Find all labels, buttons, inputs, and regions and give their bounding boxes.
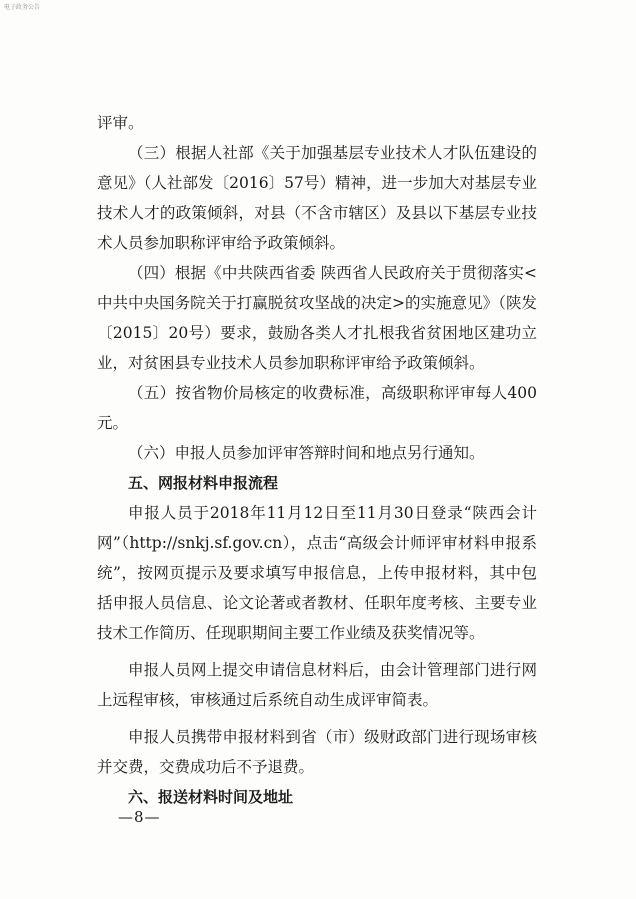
paragraph-continuation: 评审。: [97, 114, 144, 132]
paragraph-online-submission: 申报人员于2018年11月12日至11月30日登录“陕西会计网”（http://snkj.sf.gov.cn），点击“高级会计师评审材料申报系统”，按网页提示及要求填写申报信息，上传申报材料，其中包括申报人员信息、论文论著或者教材、任职年度考核、主要专业技术工作简历、任现职期间主要工作业绩及获奖情况等。: [97, 504, 537, 642]
paragraph-item-3: （三）根据人社部《关于加强基层专业技术人才队伍建设的意见》（人社部发〔2016〕57号）精神，进一步加大对基层专业技术人才的政策倾斜，对县（不含市辖区）及县以下基层专业技术人员参加职称评审给予政策倾斜。: [97, 144, 537, 252]
header-stamp: 电子政务公告: [4, 4, 41, 11]
paragraph-item-4: （四）根据《中共陕西省委 陕西省人民政府关于贯彻落实<中共中央国务院关于打赢脱贫攻坚战的决定>的实施意见》（陕发〔2015〕20号）要求，鼓励各类人才扎根我省贫困地区建功立业，对贫困县专业技术人员参加职称评审给予政策倾斜。: [97, 264, 537, 372]
page-number: —8—: [118, 808, 161, 826]
document-body: [97, 108, 537, 812]
section-heading-5: 五、网报材料申报流程: [128, 474, 279, 492]
paragraph-onsite-review: 申报人员携带申报材料到省（市）级财政部门进行现场审核并交费，交费成功后不予退费。: [97, 728, 537, 776]
paragraph-item-6: （六）申报人员参加评审答辩时间和地点另行通知。: [128, 444, 485, 462]
paragraph-remote-review: 申报人员网上提交申请信息材料后，由会计管理部门进行网上远程审核，审核通过后系统自动生成评审简表。: [97, 661, 537, 709]
section-heading-6: 六、报送材料时间及地址: [128, 788, 294, 806]
paragraph-item-5: （五）按省物价局核定的收费标准，高级职称评审每人400元。: [97, 384, 537, 432]
